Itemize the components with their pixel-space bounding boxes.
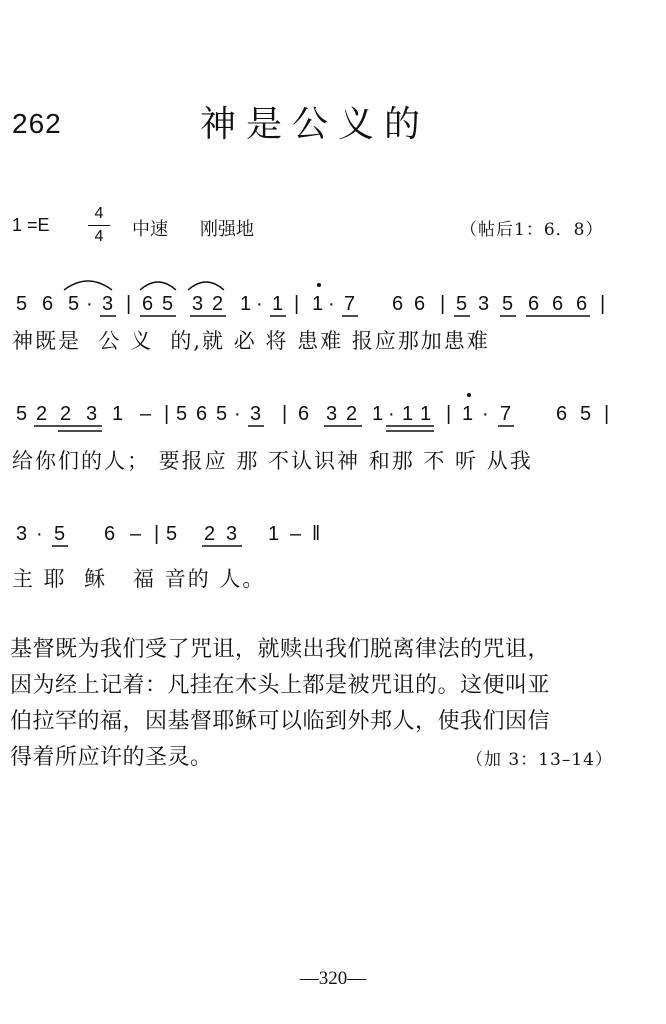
lyrics-line-2: 给你们的人； 要报应 那 不认识神 和那 不 听 从我 — [12, 449, 533, 473]
note: 5 — [502, 293, 514, 315]
barline: | — [164, 403, 170, 425]
note: 1 — [268, 523, 280, 545]
note: 3 — [102, 293, 114, 315]
hymn-number: 262 — [12, 108, 62, 139]
scripture-reference: （加 3：13–14） — [466, 750, 613, 770]
note: 6 — [196, 403, 208, 425]
note: 3 — [86, 403, 98, 425]
note: 6 — [576, 293, 588, 315]
slur — [64, 281, 112, 290]
note: · — [388, 403, 395, 425]
note: 2 — [60, 403, 72, 425]
note: 6 — [414, 293, 426, 315]
note: · — [36, 523, 43, 545]
note: 1 — [402, 403, 414, 425]
scripture-line: 因为经上记着：凡挂在木头上都是被咒诅的。这便叫亚 — [10, 673, 551, 698]
notation-line-2 — [16, 393, 609, 431]
note: 5 — [580, 403, 592, 425]
barline: | — [126, 293, 132, 315]
note: 3 — [192, 293, 204, 315]
note: 5 — [216, 403, 228, 425]
barline: | — [294, 293, 300, 315]
notation-line-1 — [16, 281, 605, 316]
barline: | — [446, 403, 452, 425]
lyrics-line-3: 主 耶 稣 福 音的 人。 — [12, 567, 266, 591]
note: · — [328, 293, 335, 315]
note: – — [140, 403, 152, 425]
note: 6 — [298, 403, 310, 425]
note: 3 — [326, 403, 338, 425]
note: 3 — [226, 523, 238, 545]
barline: | — [600, 293, 606, 315]
note: · — [256, 293, 263, 315]
time-signature-bottom: 4 — [94, 228, 104, 245]
note: 6 — [552, 293, 564, 315]
note: 3 — [478, 293, 490, 315]
note: 1 — [312, 293, 324, 315]
barline: | — [604, 403, 610, 425]
note: 2 — [212, 293, 224, 315]
slur — [188, 282, 224, 290]
note: 6 — [104, 523, 116, 545]
note: 5 — [166, 523, 178, 545]
barline: | — [440, 293, 446, 315]
note: 1 — [372, 403, 384, 425]
note: – — [130, 523, 142, 545]
note: 2 — [346, 403, 358, 425]
barline: | — [154, 523, 160, 545]
note: 5 — [16, 293, 28, 315]
lyrics-line-1: 神既是 公 义 的,就 必 将 患难 报应那加患难 — [12, 329, 490, 353]
key-signature: 1 =E — [12, 215, 50, 235]
note: 3 — [250, 403, 262, 425]
hymn-title: 神是公义的 — [200, 104, 431, 145]
note: 3 — [16, 523, 28, 545]
octave-dot — [467, 393, 471, 397]
note: 1 — [462, 403, 474, 425]
note: 7 — [500, 403, 512, 425]
barline: ‖ — [312, 523, 321, 545]
note: 1 — [420, 403, 432, 425]
scripture-reference-top: （帖后1：6．8） — [460, 220, 604, 240]
note: · — [482, 403, 489, 425]
tempo-marking: 中速 — [132, 219, 168, 240]
slur — [140, 282, 176, 290]
note: 5 — [456, 293, 468, 315]
scripture-line: 基督既为我们受了咒诅，就赎出我们脱离律法的咒诅， — [10, 637, 551, 662]
note: 6 — [392, 293, 404, 315]
note: 6 — [556, 403, 568, 425]
note: 6 — [528, 293, 540, 315]
mood-marking: 刚强地 — [200, 219, 254, 240]
note: 7 — [344, 293, 356, 315]
note: 6 — [42, 293, 54, 315]
note: 2 — [204, 523, 216, 545]
note: 6 — [142, 293, 154, 315]
note: 2 — [36, 403, 48, 425]
note: 1 — [240, 293, 252, 315]
note: 5 — [16, 403, 28, 425]
note: 1 — [272, 293, 284, 315]
note: · — [86, 293, 93, 315]
note: 5 — [162, 293, 174, 315]
scripture-line: 得着所应许的圣灵。 — [10, 745, 213, 770]
page-number: —320— — [299, 968, 367, 989]
note: · — [234, 403, 241, 425]
time-signature-top: 4 — [88, 205, 110, 226]
note: – — [290, 523, 302, 545]
note: 1 — [112, 403, 124, 425]
note: 5 — [54, 523, 66, 545]
note: 5 — [68, 293, 80, 315]
notation-line-3 — [16, 523, 320, 546]
barline: | — [282, 403, 288, 425]
note: 5 — [176, 403, 188, 425]
octave-dot — [317, 283, 321, 287]
scripture-line: 伯拉罕的福，因基督耶稣可以临到外邦人，使我们因信 — [10, 709, 551, 734]
